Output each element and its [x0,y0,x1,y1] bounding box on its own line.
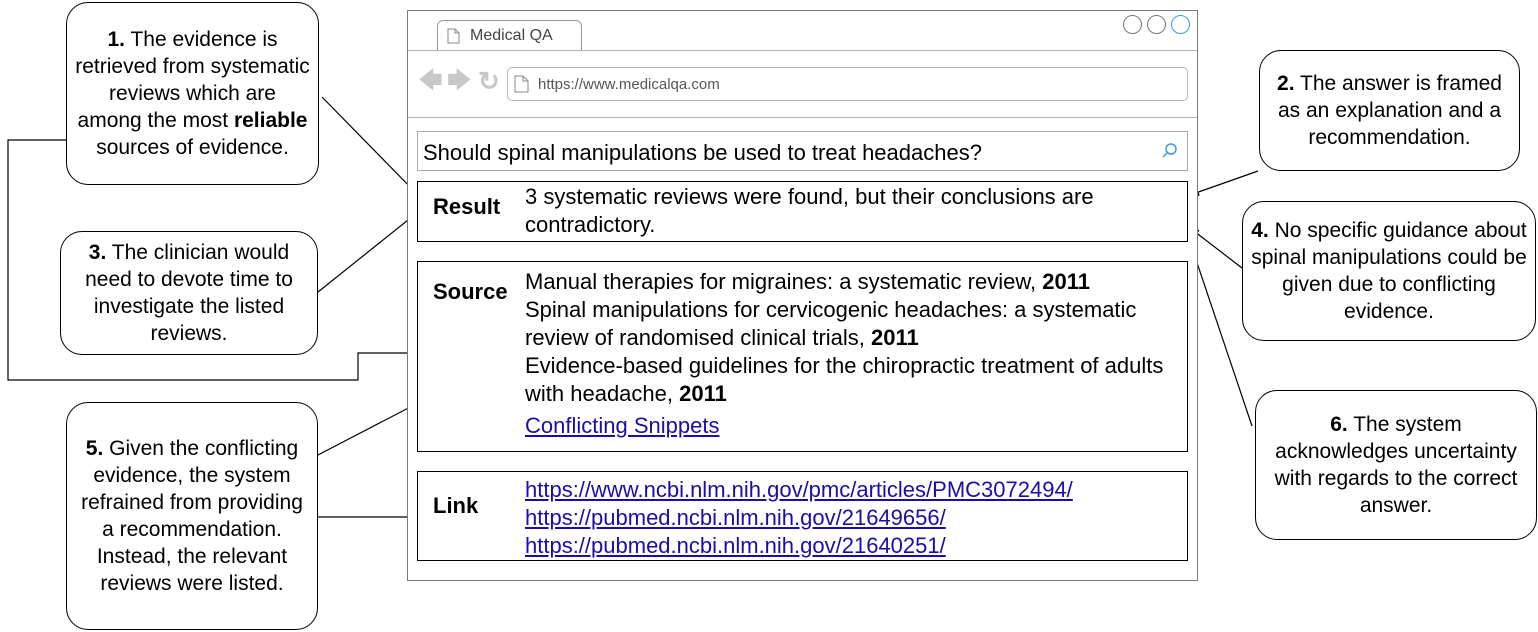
window-button-minimize[interactable] [1123,15,1142,34]
result-heading: Result [433,194,501,219]
link-list [525,476,1177,560]
arrow-callout-5-source [318,403,418,455]
arrow-callout-3 [318,212,418,292]
callout-6: 6. The system acknowledges uncertainty with regards to the correct answer. [1255,390,1537,540]
arrow-callout-2 [1190,171,1258,195]
result-text: 3 systematic reviews were found, but their conclusions are contradictory. [525,184,1094,237]
source-item: Evidence-based guidelines for the chiropractic treatment of adults with headache, 2011 [525,353,1164,406]
browser-window [407,10,1198,581]
document-icon [447,28,460,44]
search-icon[interactable] [1161,142,1179,160]
source-list [525,268,1177,440]
nav-divider [408,117,1197,118]
link-panel [417,471,1188,561]
search-input[interactable] [417,131,1188,171]
reference-link[interactable]: https://pubmed.ncbi.nlm.nih.gov/21649656/ [525,505,946,530]
source-item: Spinal manipulations for cervicogenic headaches: a systematic review of randomised clinical trials, 2011 [525,297,1137,350]
address-url: https://www.medicalqa.com [538,76,720,93]
callout-3: 3. The clinician would need to devote time to investigate the listed reviews. [60,231,318,355]
callout-2: 2. The answer is framed as an explanation and a recommendation. [1259,50,1520,171]
reload-icon[interactable]: ↻ [478,66,500,96]
page-icon [514,75,529,93]
link-heading: Link [433,493,479,518]
source-item: Manual therapies for migraines: a systematic review, 2011 [525,269,1090,294]
browser-tab[interactable] [437,20,582,51]
search-query: Should spinal manipulations be used to treat headaches? [423,140,982,165]
address-bar[interactable] [507,67,1188,101]
tab-title: Medical QA [470,27,553,44]
back-arrow-icon[interactable]: 🡄 [418,67,443,94]
result-panel [417,181,1188,242]
reference-link[interactable]: https://www.ncbi.nlm.nih.gov/pmc/articles/PMC3072494/ [525,477,1073,502]
conflicting-snippets-link[interactable]: Conflicting Snippets [525,413,720,438]
source-panel [417,261,1188,452]
reference-link[interactable]: https://pubmed.ncbi.nlm.nih.gov/21640251/ [525,533,946,558]
callout-1: 1. The evidence is retrieved from systematic reviews which are among the most reliable sources of evidence. [66,2,319,185]
window-button-maximize[interactable] [1147,15,1166,34]
callout-4: 4. No specific guidance about spinal manipulations could be given due to conflicting evidence. [1242,201,1536,341]
callout-5: 5. Given the conflicting evidence, the system refrained from providing a recommendation. Instead, the relevant reviews were listed. [66,402,318,630]
navigation-bar [408,51,1197,113]
source-heading: Source [433,279,508,304]
arrow-callout-1 [322,97,418,195]
window-button-close[interactable] [1171,15,1190,34]
forward-arrow-icon[interactable]: 🡆 [447,67,472,94]
